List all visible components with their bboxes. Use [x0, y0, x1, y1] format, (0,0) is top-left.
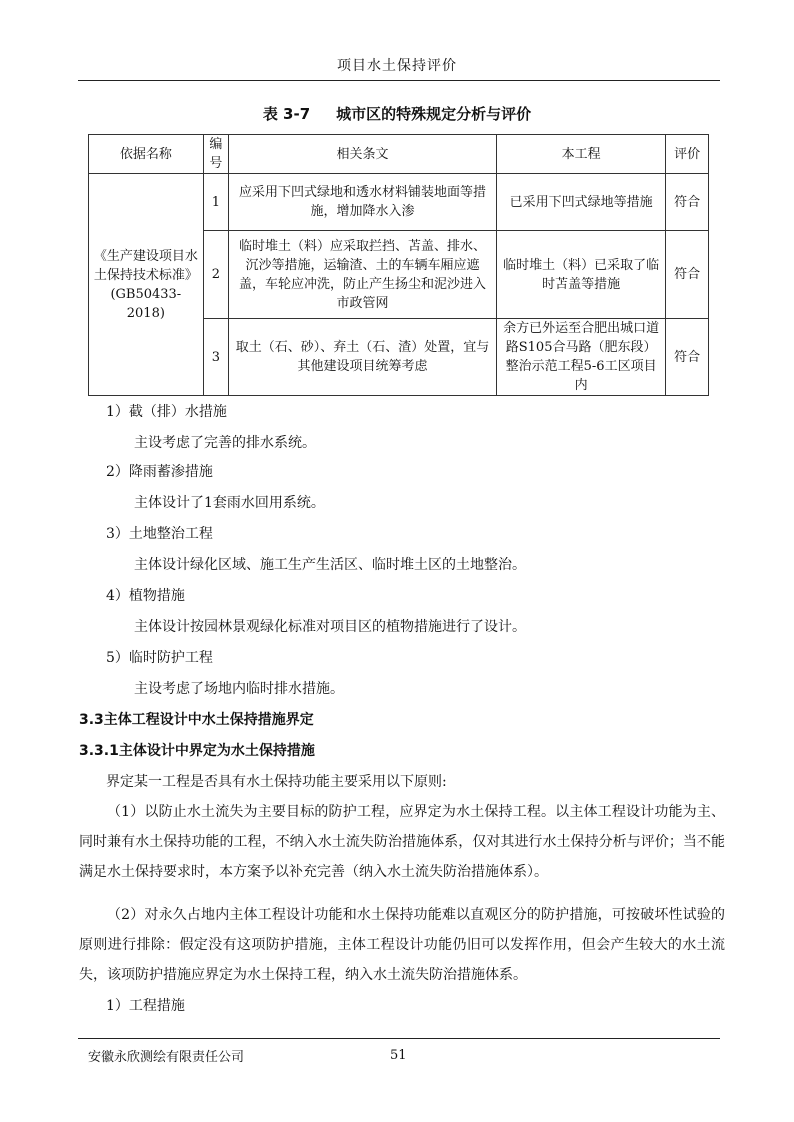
row-evaluation: 符合 — [666, 319, 709, 396]
principle-paragraph-2: （2）对永久占地内主体工程设计功能和水土保持功能难以直观区分的防护措施，可按破坏性试验的原则进行排除：假定没有这项防护措施，主体工程设计功能仍旧可以发挥作用，但会产生较大的水土流失，该项防护措施应界定为水土保持工程，纳入水土流失防治措施体系。 — [79, 907, 725, 983]
principle-paragraph-1: （1）以防止水土流失为主要目标的防护工程，应界定为水土保持工程。以主体工程设计功能为主、同时兼有水土保持功能的工程，不纳入水土流失防治措施体系，仅对其进行水土保持分析与评价；当不能满足水土保持要求时，本方案予以补充完善（纳入水土流失防治措施体系）。 — [79, 804, 725, 880]
footer-rule — [78, 1038, 720, 1039]
page-number: 51 — [390, 1048, 407, 1063]
row-project: 临时堆土（料）已采取了临时苫盖等措施 — [496, 231, 665, 319]
measure-title: 4）植物措施 — [106, 588, 185, 604]
table-row — [89, 174, 709, 231]
measure-title: 5）临时防护工程 — [106, 650, 213, 666]
row-evaluation: 符合 — [666, 174, 709, 231]
measure-title: 2）降雨蓄渗措施 — [106, 464, 213, 480]
footer-company: 安徽永欣测绘有限责任公司 — [88, 1050, 245, 1065]
row-number: 3 — [203, 319, 228, 396]
page-header-title: 项目水土保持评价 — [337, 58, 457, 74]
row-clause: 应采用下凹式绿地和透水材料铺装地面等措施，增加降水入渗 — [229, 174, 497, 231]
header-project: 本工程 — [496, 135, 665, 174]
header-clause: 相关条文 — [229, 135, 497, 174]
table-caption — [0, 103, 794, 124]
measure-title: 3）土地整治工程 — [106, 526, 213, 542]
header-basis: 依据名称 — [89, 135, 204, 174]
row-clause: 取土（石、砂）、弃土（石、渣）处置，宜与其他建设项目统筹考虑 — [229, 319, 497, 396]
row-evaluation: 符合 — [666, 231, 709, 319]
row-number: 2 — [203, 231, 228, 319]
section-heading: 3.3主体工程设计中水土保持措施界定 — [79, 712, 314, 728]
regulation-table — [88, 134, 709, 396]
row-project: 余方已外运至合肥出城口道路S105合马路（肥东段）整治示范工程5-6工区项目内 — [496, 319, 665, 396]
intro-text: 界定某一工程是否具有水土保持功能主要采用以下原则: — [106, 774, 447, 790]
measure-desc: 主设考虑了完善的排水系统。 — [134, 435, 316, 451]
row-number: 1 — [203, 174, 228, 231]
header-evaluation: 评价 — [666, 135, 709, 174]
measure-desc: 主体设计绿化区域、施工生产生活区、临时堆土区的土地整治。 — [134, 557, 526, 573]
table-caption-title: 城市区的特殊规定分析与评价 — [336, 105, 532, 123]
table-caption-number: 表 3-7 — [262, 105, 311, 123]
measure-desc: 主体设计了1套雨水回用系统。 — [134, 495, 325, 511]
table-header-row — [89, 135, 709, 174]
row-project: 已采用下凹式绿地等措施 — [496, 174, 665, 231]
header-number: 编号 — [203, 135, 228, 174]
measure-desc: 主体设计按园林景观绿化标准对项目区的植物措施进行了设计。 — [134, 619, 526, 635]
measure-title: 1）截（排）水措施 — [106, 404, 227, 420]
measure-desc: 主设考虑了场地内临时排水措施。 — [134, 681, 344, 697]
basis-cell: 《生产建设项目水土保持技术标准》(GB50433-2018) — [89, 174, 204, 396]
subsection-heading: 3.3.1主体设计中界定为水土保持措施 — [79, 743, 315, 759]
header-rule — [78, 80, 720, 81]
engineering-measures-title: 1）工程措施 — [106, 998, 185, 1014]
row-clause: 临时堆土（料）应采取拦挡、苫盖、排水、沉沙等措施，运输渣、土的车辆车厢应遮盖，车轮应冲洗，防止产生扬尘和泥沙进入市政管网 — [229, 231, 497, 319]
